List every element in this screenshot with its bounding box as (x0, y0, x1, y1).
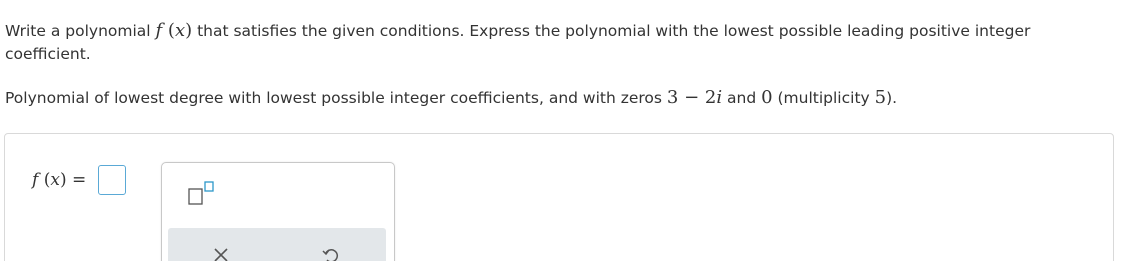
exponent-template-button[interactable] (184, 179, 224, 209)
undo-icon (319, 244, 341, 261)
answer-paren-close: ) (59, 170, 67, 190)
question-prompt (5, 19, 1120, 66)
undo-button[interactable] (319, 244, 341, 261)
answer-equals: = (66, 170, 87, 190)
multiplicity-open: (multiplicity (772, 89, 875, 107)
answer-paren-open: ( (38, 170, 51, 190)
prompt-paren-close: ) (185, 20, 193, 41)
zero1-real: 3 (666, 87, 679, 108)
palette-toolbar (168, 228, 386, 261)
prompt-func-name: f (155, 20, 163, 41)
exponent-template-icon (184, 179, 224, 209)
conditions-and: and (722, 89, 762, 107)
clear-button[interactable] (210, 244, 232, 261)
close-icon (210, 244, 232, 261)
multiplicity-value: 5 (874, 87, 887, 108)
answer-func-name: f (32, 170, 39, 190)
zero1-minus: − 2 (678, 87, 717, 108)
answer-panel (4, 133, 1114, 261)
math-palette (161, 162, 395, 261)
answer-variable: x (50, 170, 60, 190)
answer-input[interactable] (98, 165, 126, 195)
question-conditions (5, 86, 897, 110)
prompt-text-end: that satisfies the given conditions. Express the polynomial with the lowest possible leading positive integer coefficient. (5, 22, 1031, 63)
conditions-lead: Polynomial of lowest degree with lowest possible integer coefficients, and with zeros (5, 89, 667, 107)
prompt-paren-open: ( (162, 20, 175, 41)
prompt-text-start: Write a polynomial (5, 22, 156, 40)
multiplicity-close: ). (886, 89, 898, 107)
prompt-variable: x (174, 20, 186, 41)
zero1-imag-unit: i (716, 87, 723, 108)
zero2-value: 0 (761, 87, 773, 108)
answer-label (32, 170, 86, 190)
